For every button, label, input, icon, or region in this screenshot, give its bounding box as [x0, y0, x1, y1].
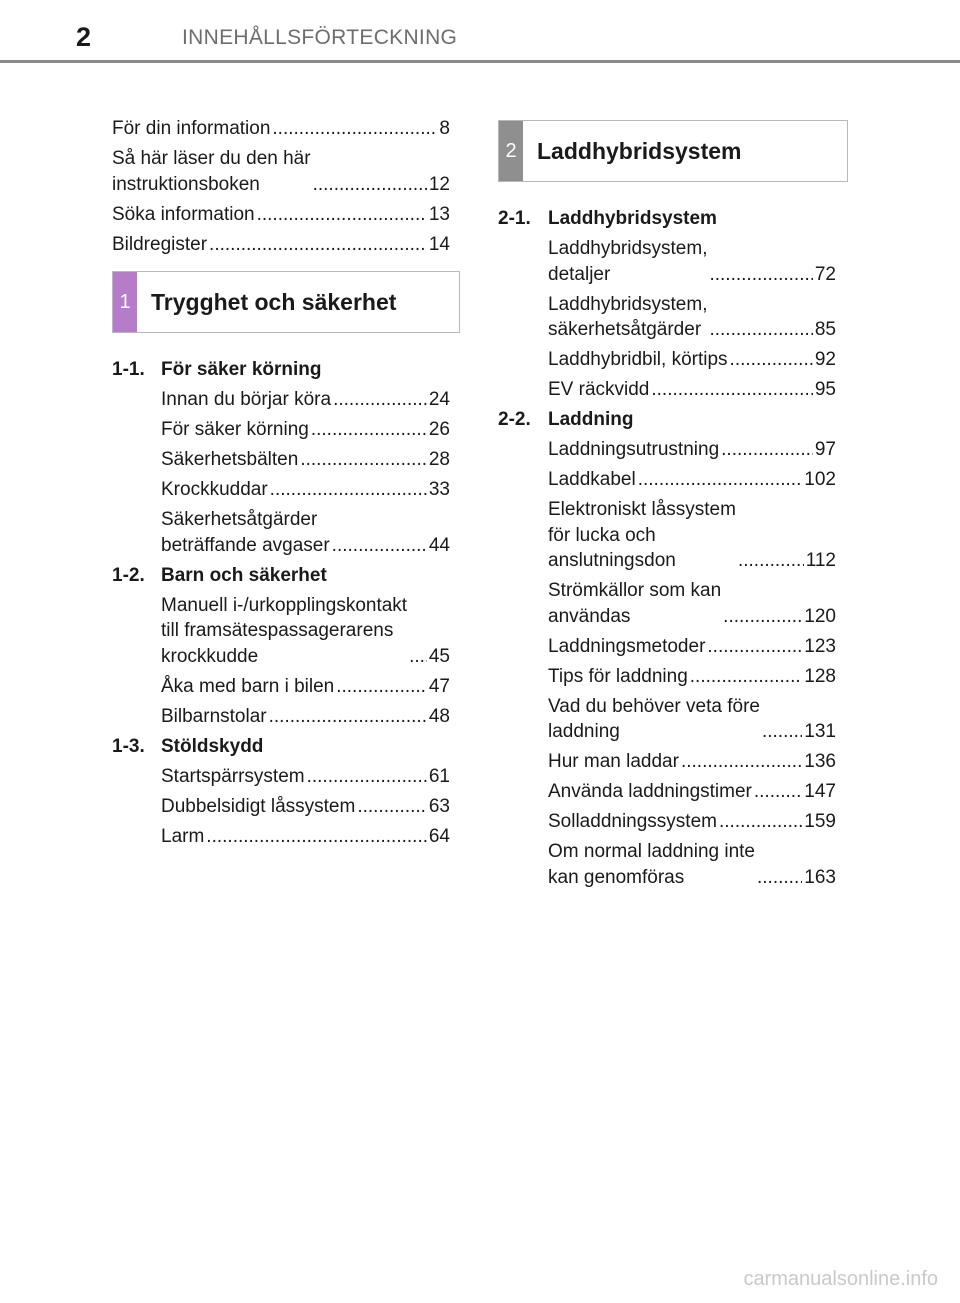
- entry-title: Säkerhetsåtgärder beträffande avgaser: [161, 509, 330, 556]
- entry-title: Laddningsutrustning: [548, 439, 720, 460]
- entry-title: Använda laddningstimer: [548, 781, 752, 802]
- entry-title: Bildregister: [112, 233, 208, 255]
- dot-leader: [707, 634, 802, 660]
- entry-title: EV räckvidd: [548, 379, 650, 400]
- section-heading[interactable]: [112, 734, 450, 760]
- entry-page-number: 123: [804, 635, 836, 657]
- entry-page-number: 61: [428, 765, 450, 787]
- entry-title: Krockkuddar: [161, 479, 268, 500]
- section-heading[interactable]: [112, 357, 450, 383]
- section-title: Barn och säkerhet: [161, 564, 327, 586]
- toc-entry[interactable]: [112, 674, 450, 700]
- dot-leader: [313, 172, 427, 198]
- front-matter-list: [112, 116, 450, 257]
- dot-leader: [730, 347, 813, 373]
- entry-title: Så här läser du den här instruktionsboken: [112, 148, 311, 195]
- dot-leader: [738, 548, 804, 574]
- entry-page-number: 112: [805, 550, 836, 571]
- chapter-title: Laddhybridsystem: [537, 137, 742, 164]
- entry-title: Laddhybridbil, körtips: [548, 349, 728, 370]
- page-title: INNEHÅLLSFÖRTECKNING: [182, 26, 458, 49]
- dot-leader: [357, 794, 427, 820]
- entry-page-number: 12: [428, 173, 450, 195]
- section-heading[interactable]: [112, 563, 450, 589]
- entry-title: Vad du behöver veta före laddning: [548, 695, 760, 742]
- entry-page-number: 128: [804, 665, 836, 687]
- toc-entry[interactable]: [112, 593, 450, 670]
- entry-page-number: 97: [814, 439, 836, 460]
- dot-leader: [721, 437, 813, 463]
- dot-leader: [681, 749, 802, 775]
- chapter-2-block: [498, 120, 836, 890]
- dot-leader: [307, 764, 427, 790]
- entry-title: Laddhybridsystem, detaljer: [548, 238, 708, 285]
- entry-title: Innan du börjar köra: [161, 389, 332, 410]
- entry-page-number: 159: [804, 811, 836, 832]
- entry-page-number: 47: [428, 675, 450, 697]
- section-title: Laddhybridsystem: [548, 208, 717, 229]
- toc-entry[interactable]: [112, 447, 450, 473]
- section-heading[interactable]: [498, 206, 836, 232]
- toc-entry[interactable]: [498, 347, 836, 373]
- watermark: carmanualsonline.info: [743, 1268, 938, 1290]
- entry-title: Dubbelsidigt låssystem: [161, 795, 356, 817]
- entry-page-number: 45: [428, 645, 450, 667]
- entry-title: Laddhybridsystem, säkerhetsåtgärder: [548, 293, 708, 340]
- toc-left-column: [112, 116, 450, 854]
- toc-entry[interactable]: [498, 497, 836, 574]
- entry-title: Tips för laddning: [548, 665, 688, 687]
- entry-page-number: 14: [428, 233, 450, 255]
- entry-page-number: 131: [804, 721, 836, 742]
- entry-page-number: 24: [428, 389, 450, 410]
- dot-leader: [762, 719, 802, 745]
- toc-entry[interactable]: [498, 779, 836, 805]
- section-title: För säker körning: [161, 359, 322, 380]
- toc-entry[interactable]: [498, 236, 836, 287]
- section-number: 1-1.: [112, 359, 145, 380]
- toc-entry[interactable]: [112, 202, 450, 228]
- entry-title: Söka information: [112, 203, 255, 225]
- toc-right-column: [498, 120, 836, 895]
- toc-entry[interactable]: [498, 694, 836, 745]
- dot-leader: [690, 664, 803, 690]
- entry-page-number: 64: [428, 825, 450, 847]
- dot-leader: [206, 824, 427, 850]
- toc-entry[interactable]: [112, 477, 450, 503]
- section-title: Stöldskydd: [161, 735, 264, 757]
- chapter-number-tab: 1: [113, 272, 137, 332]
- toc-entry[interactable]: [112, 116, 450, 142]
- section-number: 1-3.: [112, 735, 145, 757]
- section-number: 2-1.: [498, 208, 531, 229]
- entry-page-number: 63: [428, 795, 450, 817]
- dot-leader: [300, 447, 427, 473]
- chapter-title: Trygghet och säkerhet: [151, 288, 397, 315]
- entry-title: Manuell i-/urkopplingskontakt till framsätespassagerarens krockkudde: [161, 594, 408, 667]
- entry-page-number: 136: [804, 751, 836, 772]
- toc-entry[interactable]: [112, 794, 450, 820]
- entry-page-number: 95: [814, 379, 836, 400]
- entry-page-number: 28: [428, 449, 450, 470]
- toc-entry[interactable]: [112, 764, 450, 790]
- section-title: Laddning: [548, 409, 634, 430]
- entry-page-number: 147: [804, 781, 836, 802]
- toc-entry[interactable]: [112, 146, 450, 197]
- entry-page-number: 92: [814, 349, 836, 370]
- entry-title: Laddningsmetoder: [548, 635, 706, 657]
- page-number: 2: [76, 22, 92, 52]
- entry-page-number: 44: [428, 534, 450, 556]
- entry-page-number: 13: [428, 203, 450, 225]
- toc-entry[interactable]: [498, 809, 836, 835]
- toc-entry[interactable]: [498, 292, 836, 343]
- entry-page-number: 102: [804, 469, 836, 490]
- entry-page-number: 33: [428, 479, 450, 500]
- dot-leader: [272, 116, 437, 142]
- dot-leader: [719, 809, 802, 835]
- entry-title: Bilbarnstolar: [161, 705, 267, 727]
- dot-leader: [257, 202, 427, 228]
- entry-title: Laddkabel: [548, 469, 636, 490]
- entry-page-number: 8: [439, 118, 450, 139]
- header-divider: [0, 60, 960, 63]
- dot-leader: [709, 262, 812, 288]
- entry-title: För säker körning: [161, 419, 309, 440]
- dot-leader: [638, 467, 803, 493]
- chapter-number-tab: 2: [499, 121, 523, 181]
- entry-page-number: 72: [814, 263, 836, 285]
- entry-title: Strömkällor som kan användas: [548, 580, 722, 627]
- toc-entry[interactable]: [498, 467, 836, 493]
- dot-leader: [333, 387, 427, 413]
- toc-entry[interactable]: [112, 417, 450, 443]
- entry-title: Solladdningssystem: [548, 811, 717, 832]
- toc-entry[interactable]: [498, 377, 836, 403]
- toc-entry[interactable]: [112, 824, 450, 850]
- dot-leader: [332, 533, 427, 559]
- entry-page-number: 85: [814, 319, 836, 340]
- toc-entry[interactable]: [498, 437, 836, 463]
- dot-leader: [754, 779, 802, 805]
- chapter-1-block: [112, 271, 450, 849]
- section-number: 1-2.: [112, 564, 145, 586]
- entry-page-number: 163: [804, 866, 836, 888]
- toc-entry[interactable]: [112, 387, 450, 413]
- toc-entry[interactable]: [498, 634, 836, 660]
- section-heading[interactable]: [498, 407, 836, 433]
- entry-title: Startspärrsystem: [161, 765, 305, 787]
- dot-leader: [336, 674, 427, 700]
- dot-leader: [270, 477, 427, 503]
- dot-leader: [651, 377, 812, 403]
- toc-entry[interactable]: [498, 749, 836, 775]
- entry-title: Säkerhetsbälten: [161, 449, 299, 470]
- chapter-header[interactable]: [112, 271, 460, 333]
- dot-leader: [709, 317, 812, 343]
- toc-entry[interactable]: [112, 232, 450, 258]
- section-number: 2-2.: [498, 409, 531, 430]
- chapter-header[interactable]: [498, 120, 848, 182]
- entry-page-number: 120: [804, 605, 836, 627]
- dot-leader: [409, 644, 427, 670]
- toc-entry[interactable]: [112, 507, 450, 558]
- entry-title: Om normal laddning inte kan genomföras: [548, 841, 755, 888]
- dot-leader: [209, 232, 427, 258]
- dot-leader: [269, 704, 427, 730]
- toc-entry[interactable]: [112, 704, 450, 730]
- dot-leader: [723, 604, 802, 630]
- dot-leader: [311, 417, 427, 443]
- entry-title: Elektroniskt låssystem för lucka och anslutningsdon: [548, 499, 736, 571]
- entry-title: För din information: [112, 118, 271, 139]
- entry-page-number: 26: [428, 419, 450, 440]
- entry-title: Larm: [161, 825, 205, 847]
- dot-leader: [757, 865, 802, 891]
- entry-page-number: 48: [428, 705, 450, 727]
- entry-title: Åka med barn i bilen: [161, 675, 335, 697]
- entry-title: Hur man laddar: [548, 751, 679, 772]
- toc-entry[interactable]: [498, 839, 836, 890]
- toc-entry[interactable]: [498, 578, 836, 629]
- toc-entry[interactable]: [498, 664, 836, 690]
